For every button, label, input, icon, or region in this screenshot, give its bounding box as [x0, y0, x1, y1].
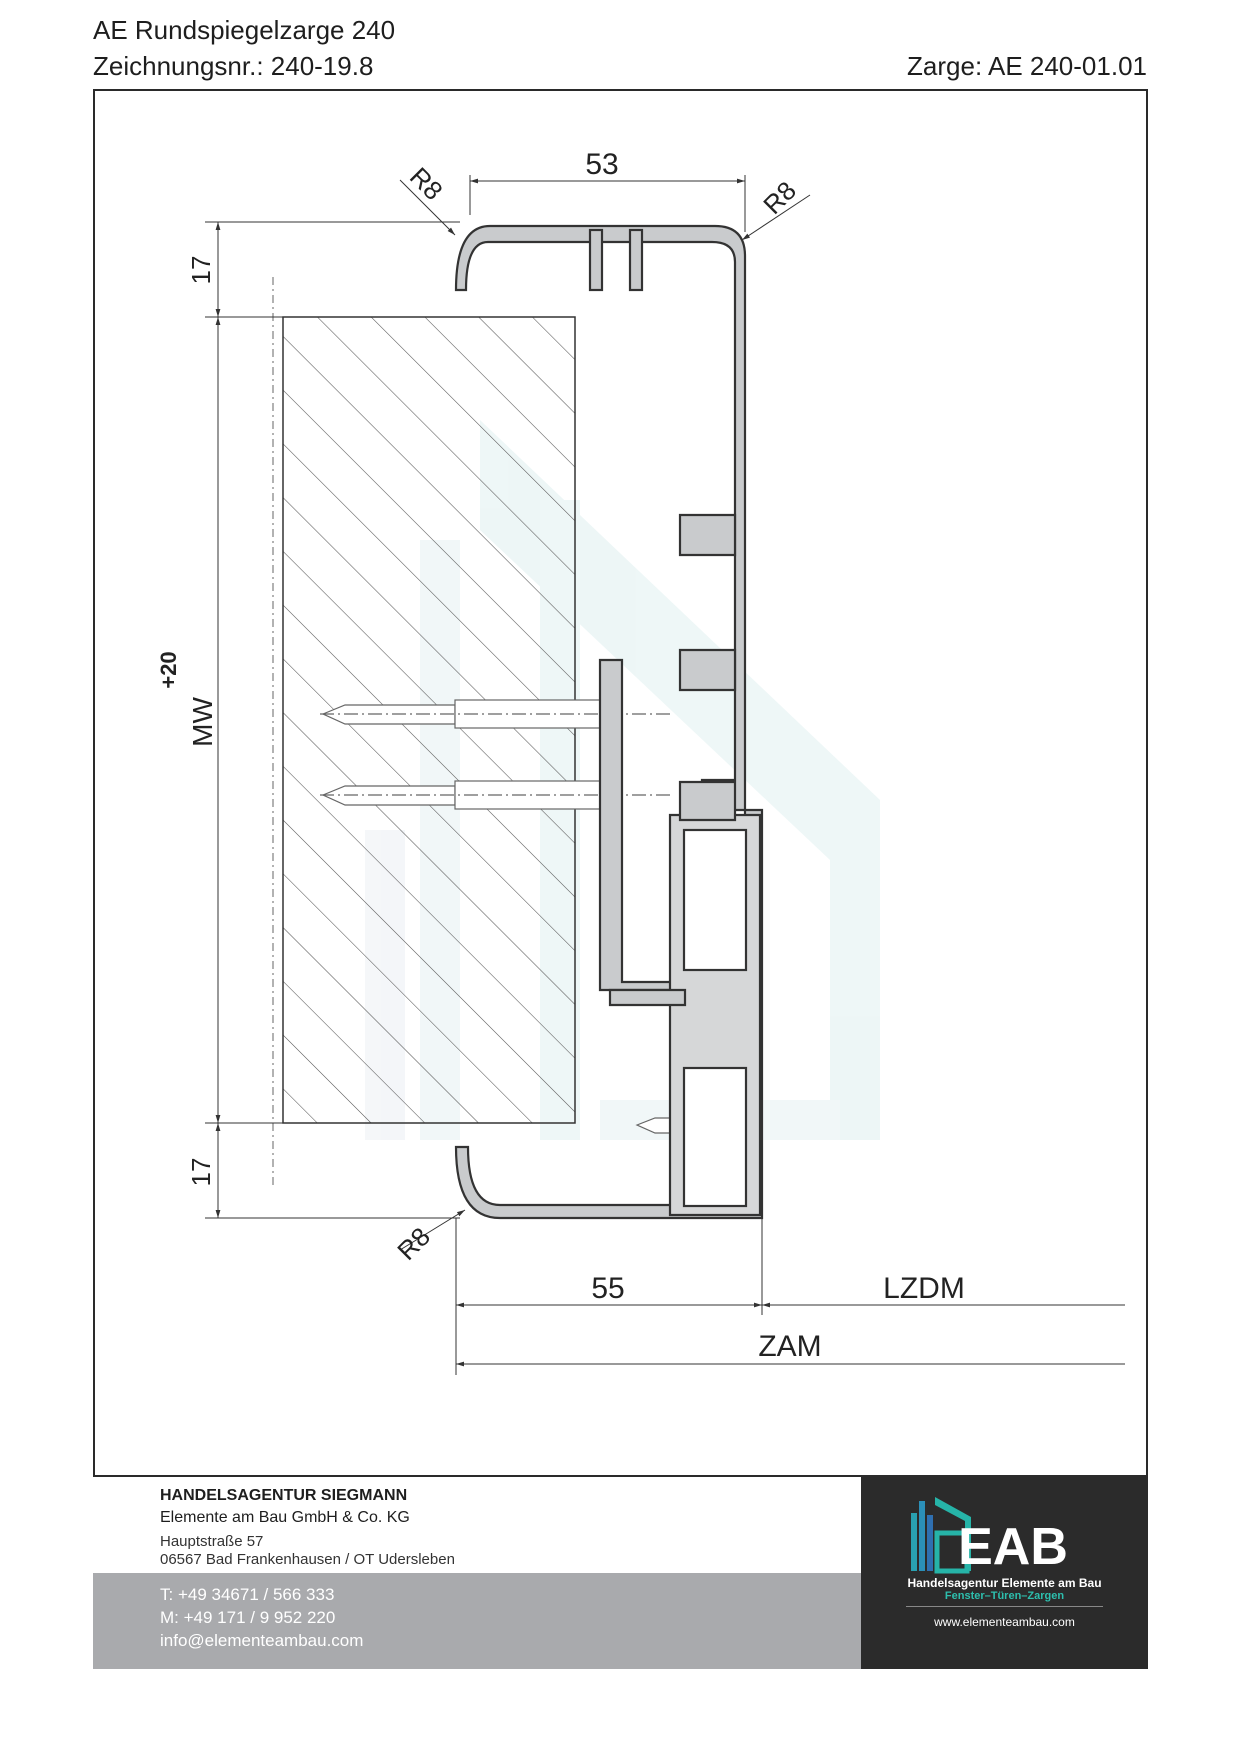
drawing-number: Zeichnungsnr.: 240-19.8 — [93, 51, 374, 81]
dim-radius-top-right: R8 — [757, 175, 802, 220]
company-legal-name: Elemente am Bau GmbH & Co. KG — [160, 1509, 410, 1526]
dim-top-width: 53 — [585, 148, 619, 181]
company-address-block — [93, 1475, 861, 1573]
dim-top-offset: 17 — [186, 255, 216, 285]
frame-code: Zarge: AE 240-01.01 — [907, 51, 1147, 81]
eab-logo-panel — [861, 1475, 1148, 1669]
company-phone: T: +49 34671 / 566 333 — [160, 1585, 335, 1604]
company-contact-block — [93, 1573, 861, 1669]
dim-zam: ZAM — [758, 1330, 822, 1363]
wall-section — [273, 277, 575, 1186]
dim-radius-bottom-left: R8 — [391, 1221, 436, 1266]
eab-tagline: Handelsagentur Elemente am Bau — [907, 1576, 1102, 1590]
eab-subtagline: Fenster–Türen–Zargen — [944, 1590, 1065, 1602]
company-street: Hauptstraße 57 — [160, 1533, 264, 1550]
dim-lzdm: LZDM — [883, 1272, 965, 1305]
eab-website: www.elementeambau.com — [934, 1615, 1075, 1629]
company-footer — [93, 1475, 861, 1669]
dim-radius-top-left: R8 — [404, 161, 449, 206]
company-mobile: M: +49 171 / 9 952 220 — [160, 1608, 336, 1627]
company-name: HANDELSAGENTUR SIEGMANN — [160, 1487, 408, 1504]
dim-wall-thickness: MW — [187, 697, 218, 747]
dim-bottom-width: 55 — [591, 1272, 625, 1305]
logo-divider — [906, 1606, 1103, 1607]
drawing-title: AE Rundspiegelzarge 240 — [93, 15, 396, 45]
eab-wordmark: EAB — [958, 1518, 1068, 1576]
dim-bottom-offset: 17 — [186, 1157, 216, 1187]
company-email: info@elementeambau.com — [160, 1631, 364, 1650]
dim-wall-tolerance: +20 — [156, 651, 181, 689]
company-city: 06567 Bad Frankenhausen / OT Udersleben — [160, 1551, 455, 1568]
